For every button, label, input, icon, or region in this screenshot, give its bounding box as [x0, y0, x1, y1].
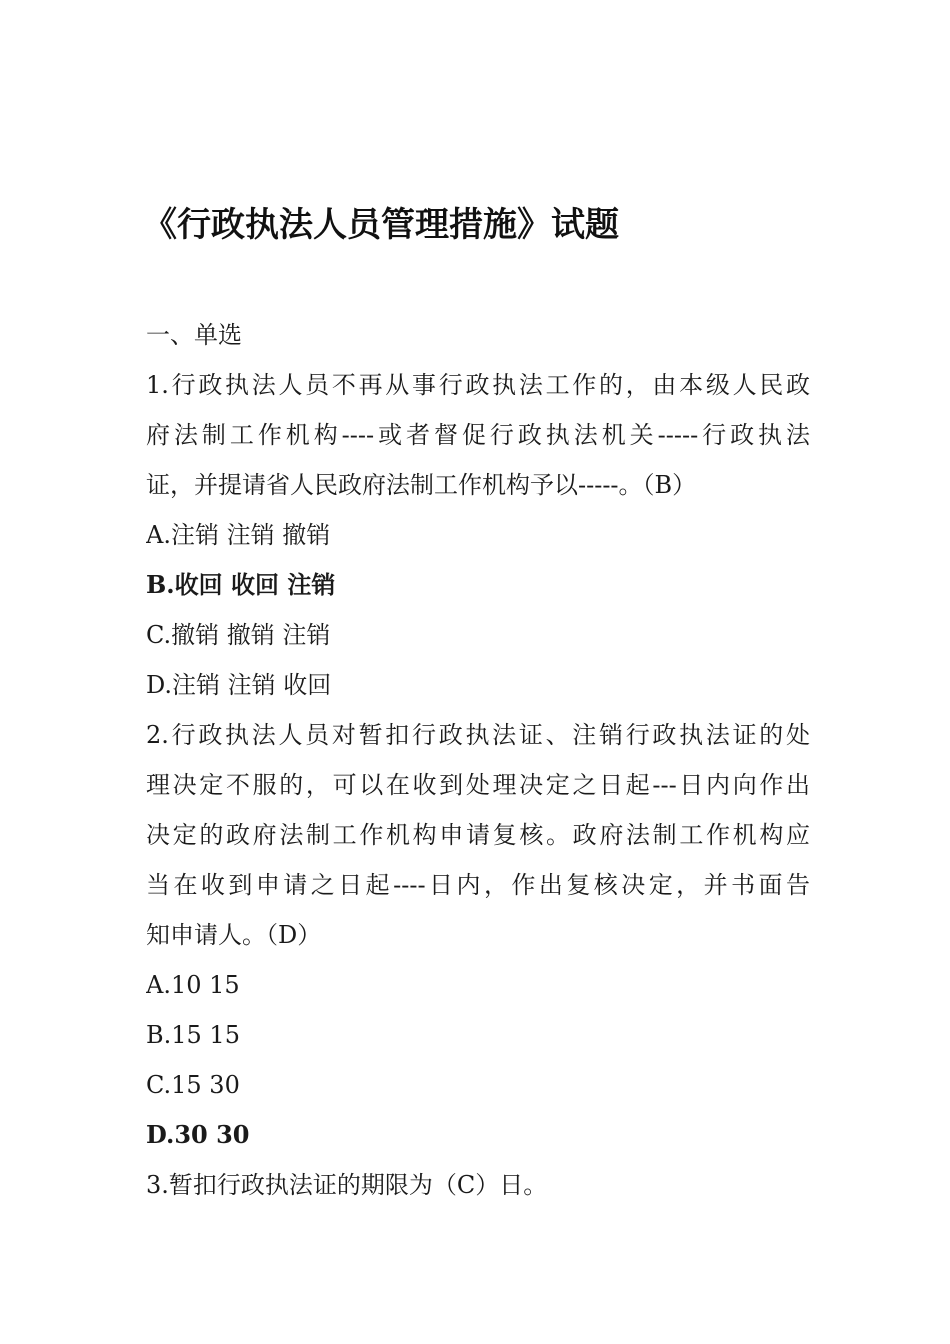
- question-2-line-1: 2.行政执法人员对暂扣行政执法证、注销行政执法证的处: [146, 721, 810, 749]
- question-1: [146, 360, 810, 710]
- question-1-option-a: A.注销 注销 撤销: [146, 521, 331, 549]
- question-1-option-d: D.注销 注销 收回: [146, 671, 332, 699]
- question-1-line-2: 府法制工作机构----或者督促行政执法机关-----行政执法: [146, 421, 810, 449]
- question-1-option-c: C.撤销 撤销 注销: [146, 621, 331, 649]
- question-3-line-1: 3.暂扣行政执法证的期限为（C）日。: [146, 1171, 548, 1199]
- question-1-line-3: 证，并提请省人民政府法制工作机构予以-----。（B）: [146, 471, 697, 499]
- question-2: [146, 710, 810, 1160]
- question-2-line-2: 理决定不服的，可以在收到处理决定之日起---日内向作出: [146, 771, 810, 799]
- question-2-line-3: 决定的政府法制工作机构申请复核。政府法制工作机构应: [146, 821, 810, 849]
- question-2-line-5: 知申请人。（D）: [146, 921, 322, 949]
- question-2-option-d-answer: D.30 30: [146, 1120, 250, 1149]
- question-2-option-a: A.10 15: [146, 971, 240, 999]
- question-2-line-4: 当在收到申请之日起----日内，作出复核决定，并书面告: [146, 871, 810, 899]
- question-1-option-b-answer: B.收回 收回 注销: [146, 570, 336, 599]
- question-2-option-c: C.15 30: [146, 1071, 240, 1099]
- section-heading: 一、单选: [146, 321, 242, 349]
- question-1-line-1: 1.行政执法人员不再从事行政执法工作的，由本级人民政: [146, 371, 810, 399]
- document-title: 《行政执法人员管理措施》试题: [143, 205, 619, 245]
- document-body: [146, 310, 810, 1210]
- question-3: [146, 1160, 810, 1210]
- question-2-option-b: B.15 15: [146, 1021, 240, 1049]
